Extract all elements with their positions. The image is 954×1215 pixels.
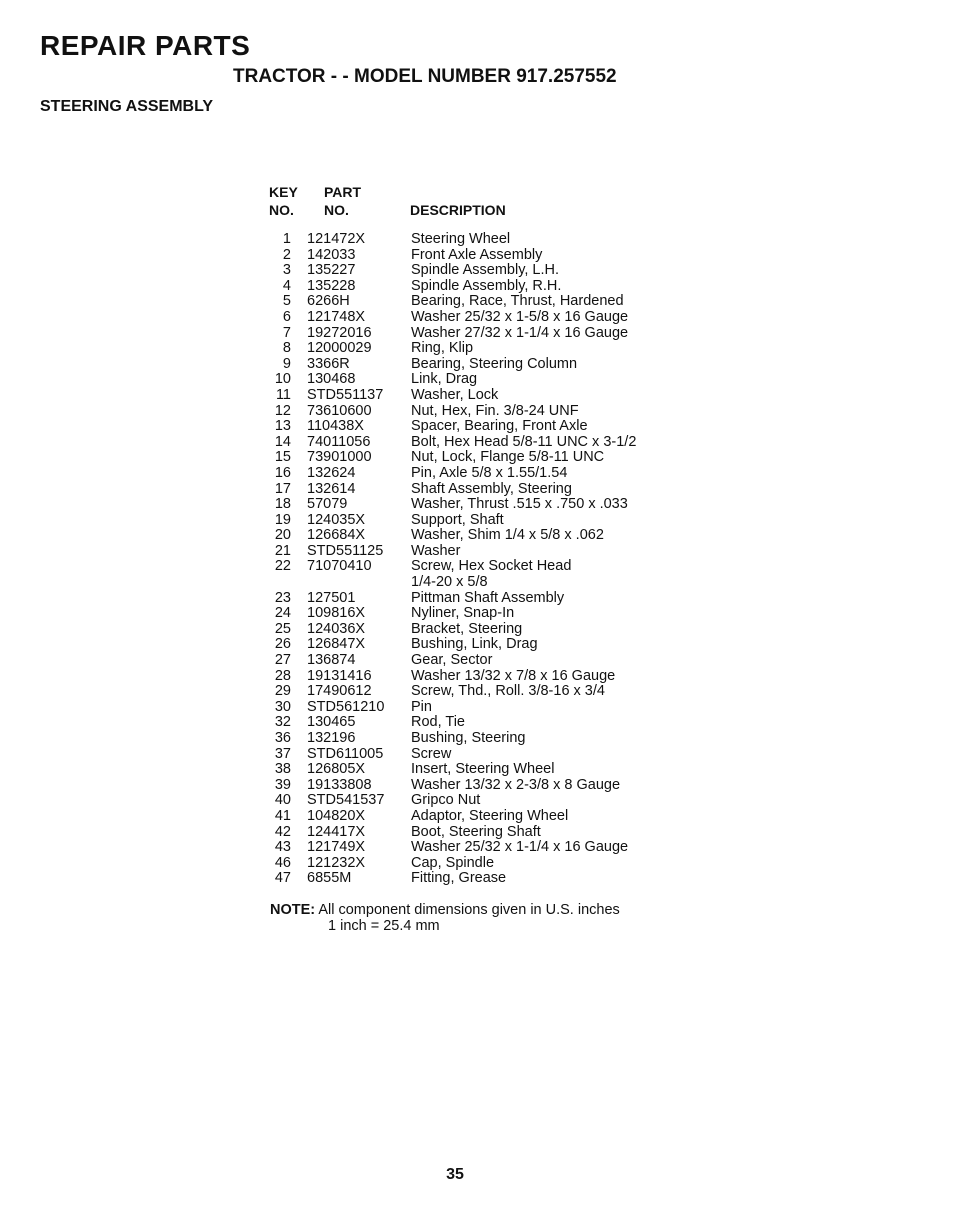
description-line: Insert, Steering Wheel <box>411 761 555 778</box>
key-number: 26 <box>274 636 291 653</box>
part-description <box>411 294 686 310</box>
key-number: 36 <box>274 730 291 746</box>
header-key-line1: KEY <box>269 184 298 200</box>
table-row <box>266 528 686 544</box>
key-number: 21 <box>274 542 291 559</box>
table-row <box>266 747 686 763</box>
key-number: 38 <box>274 761 291 778</box>
header-part-line2: NO. <box>324 202 349 218</box>
header-part-line1: PART <box>324 184 362 200</box>
key-number: 43 <box>274 839 291 856</box>
part-description <box>411 871 686 887</box>
part-description <box>411 559 686 590</box>
description-line: Gripco Nut <box>411 792 481 809</box>
table-row <box>266 591 686 607</box>
description-line: Screw, Thd., Roll. 3/8-16 x 3/4 <box>411 683 605 700</box>
part-number: 124417X <box>307 823 366 840</box>
part-description <box>411 747 686 763</box>
part-number: 6266H <box>307 293 350 310</box>
page-number: 35 <box>446 1166 464 1183</box>
description-line: Gear, Sector <box>411 652 493 669</box>
key-number: 1 <box>282 231 291 247</box>
table-row <box>266 544 686 560</box>
part-description <box>411 279 686 295</box>
part-description <box>411 310 686 326</box>
part-number: 142033 <box>307 246 356 263</box>
part-description <box>411 684 686 700</box>
part-description <box>411 482 686 498</box>
table-row <box>266 326 686 342</box>
part-description <box>411 715 686 731</box>
description-line: Shaft Assembly, Steering <box>411 480 572 497</box>
part-number: 110438X <box>307 418 364 435</box>
description-line: Link, Drag <box>411 371 478 388</box>
table-row <box>266 341 686 357</box>
key-number: 47 <box>274 870 291 887</box>
part-number: 19133808 <box>307 776 372 793</box>
model-number-title: TRACTOR - - MODEL NUMBER 917.257552 <box>233 66 617 87</box>
key-number: 4 <box>282 277 291 294</box>
table-row <box>266 856 686 872</box>
key-number: 22 <box>274 558 291 575</box>
part-number: 130465 <box>307 714 356 731</box>
description-line: Cap, Spindle <box>411 854 495 871</box>
description-line: Washer 13/32 x 7/8 x 16 Gauge <box>411 667 616 684</box>
part-description <box>411 466 686 482</box>
description-line: Washer <box>411 542 461 559</box>
description-line: Washer 25/32 x 1-5/8 x 16 Gauge <box>411 308 629 325</box>
part-description <box>411 653 686 669</box>
part-number: 126847X <box>307 636 366 653</box>
header-key-line2: NO. <box>269 202 294 218</box>
key-number: 27 <box>274 652 291 669</box>
part-number: 121749X <box>307 839 366 856</box>
part-description <box>411 528 686 544</box>
table-row <box>266 622 686 638</box>
table-row <box>266 669 686 685</box>
part-number: 135227 <box>307 262 356 279</box>
key-number: 23 <box>274 589 291 606</box>
key-number: 29 <box>274 683 291 700</box>
part-description <box>411 637 686 653</box>
part-number: 121472X <box>307 231 366 247</box>
description-line: Pin <box>411 698 432 715</box>
table-row <box>266 232 686 248</box>
description-line: 1/4-20 x 5/8 <box>411 574 488 591</box>
parts-table <box>266 184 686 887</box>
table-row <box>266 310 686 326</box>
description-line: Boot, Steering Shaft <box>411 823 541 840</box>
note <box>270 902 620 934</box>
part-description <box>411 372 686 388</box>
part-description <box>411 497 686 513</box>
table-row <box>266 840 686 856</box>
table-row <box>266 731 686 747</box>
description-line: Bracket, Steering <box>411 620 523 637</box>
note-line1: All component dimensions given in U.S. inches <box>318 902 620 918</box>
key-number: 10 <box>274 371 291 388</box>
key-number: 39 <box>274 776 291 793</box>
part-number: 73901000 <box>307 449 372 466</box>
part-number: 6855M <box>307 870 352 887</box>
note-label: NOTE: <box>270 902 316 918</box>
part-description <box>411 419 686 435</box>
key-number: 9 <box>282 355 291 372</box>
part-number: 74011056 <box>307 433 371 450</box>
part-description <box>411 513 686 529</box>
note-line2: 1 inch = 25.4 mm <box>328 918 440 934</box>
part-number: 124035X <box>307 511 366 528</box>
part-description <box>411 793 686 809</box>
part-number: 57079 <box>307 496 348 513</box>
table-header <box>266 184 686 220</box>
part-number: STD611005 <box>307 745 384 762</box>
part-number: 126805X <box>307 761 366 778</box>
part-description <box>411 622 686 638</box>
description-line: Screw, Hex Socket Head <box>411 558 572 575</box>
part-number: 124036X <box>307 620 366 637</box>
key-number: 28 <box>274 667 291 684</box>
part-number: 19131416 <box>307 667 372 684</box>
part-number: 132196 <box>307 730 356 746</box>
key-number: 41 <box>274 807 291 824</box>
part-description <box>411 248 686 264</box>
table-row <box>266 357 686 373</box>
key-number: 5 <box>282 293 291 310</box>
table-row <box>266 825 686 841</box>
description-line: Rod, Tie <box>411 714 465 731</box>
part-number: 136874 <box>307 652 356 669</box>
part-description <box>411 700 686 716</box>
table-row <box>266 559 686 590</box>
table-row <box>266 263 686 279</box>
description-line: Ring, Klip <box>411 340 474 357</box>
table-row <box>266 778 686 794</box>
table-row <box>266 450 686 466</box>
table-row <box>266 497 686 513</box>
part-number: 19272016 <box>307 324 372 341</box>
part-number: 73610600 <box>307 402 372 419</box>
part-description <box>411 825 686 841</box>
part-number: 121232X <box>307 854 366 871</box>
table-row <box>266 388 686 404</box>
table-row <box>266 435 686 451</box>
part-description <box>411 840 686 856</box>
table-body <box>266 232 686 887</box>
description-line: Steering Wheel <box>411 231 511 247</box>
table-row <box>266 294 686 310</box>
section-title: STEERING ASSEMBLY <box>40 98 214 115</box>
description-line: Nyliner, Snap-In <box>411 605 515 622</box>
key-number: 7 <box>282 324 291 341</box>
key-number: 25 <box>274 620 291 637</box>
part-number: 109816X <box>307 605 366 622</box>
description-line: Washer 27/32 x 1-1/4 x 16 Gauge <box>411 324 629 341</box>
key-number: 42 <box>274 823 291 840</box>
key-number: 12 <box>274 402 291 419</box>
part-description <box>411 404 686 420</box>
table-row <box>266 404 686 420</box>
key-number: 8 <box>282 340 291 357</box>
header-description: DESCRIPTION <box>410 202 506 218</box>
table-row <box>266 372 686 388</box>
part-description <box>411 606 686 622</box>
key-number: 14 <box>274 433 291 450</box>
key-number: 32 <box>274 714 291 731</box>
part-number: 3366R <box>307 355 350 372</box>
part-number: 104820X <box>307 807 366 824</box>
key-number: 30 <box>274 698 291 715</box>
description-line: Spindle Assembly, L.H. <box>411 262 560 279</box>
description-line: Screw <box>411 745 452 762</box>
part-number: STD561210 <box>307 698 385 715</box>
key-number: 18 <box>274 496 291 513</box>
table-row <box>266 279 686 295</box>
part-description <box>411 591 686 607</box>
part-number: 135228 <box>307 277 356 294</box>
description-line: Front Axle Assembly <box>411 246 543 263</box>
repair-parts-title: REPAIR PARTS <box>40 30 251 61</box>
key-number: 16 <box>274 464 291 481</box>
part-description <box>411 341 686 357</box>
key-number: 37 <box>274 745 291 762</box>
key-number: 13 <box>274 418 291 435</box>
page-header <box>40 30 920 115</box>
description-line: Bolt, Hex Head 5/8-11 UNC x 3-1/2 <box>411 433 637 450</box>
description-line: Adaptor, Steering Wheel <box>411 807 569 824</box>
part-description <box>411 856 686 872</box>
key-number: 40 <box>274 792 291 809</box>
description-line: Fitting, Grease <box>411 870 507 887</box>
part-number: 130468 <box>307 371 356 388</box>
part-number: 132624 <box>307 464 356 481</box>
description-line: Washer, Thrust .515 x .750 x .033 <box>411 496 628 513</box>
part-description <box>411 435 686 451</box>
table-row <box>266 653 686 669</box>
description-line: Nut, Hex, Fin. 3/8-24 UNF <box>411 402 579 419</box>
table-row <box>266 700 686 716</box>
part-number: 17490612 <box>307 683 372 700</box>
table-row <box>266 715 686 731</box>
part-number: 127501 <box>307 589 356 606</box>
table-row <box>266 684 686 700</box>
description-line: Washer 25/32 x 1-1/4 x 16 Gauge <box>411 839 629 856</box>
part-number: 132614 <box>307 480 356 497</box>
description-line: Washer, Lock <box>411 386 499 403</box>
description-line: Washer 13/32 x 2-3/8 x 8 Gauge <box>411 776 621 793</box>
part-description <box>411 388 686 404</box>
key-number: 15 <box>274 449 291 466</box>
description-line: Nut, Lock, Flange 5/8-11 UNC <box>411 449 605 466</box>
table-row <box>266 466 686 482</box>
part-number: 126684X <box>307 527 366 544</box>
part-description <box>411 450 686 466</box>
description-line: Spacer, Bearing, Front Axle <box>411 418 588 435</box>
part-description <box>411 357 686 373</box>
part-description <box>411 731 686 747</box>
part-number: 71070410 <box>307 558 372 575</box>
part-number: STD541537 <box>307 792 385 809</box>
table-row <box>266 513 686 529</box>
part-description <box>411 232 686 248</box>
description-line: Pin, Axle 5/8 x 1.55/1.54 <box>411 464 568 481</box>
description-line: Bearing, Race, Thrust, Hardened <box>411 293 624 310</box>
description-line: Pittman Shaft Assembly <box>411 589 565 606</box>
part-number: 121748X <box>307 308 366 325</box>
part-number: STD551125 <box>307 542 384 559</box>
table-row <box>266 606 686 622</box>
table-row <box>266 482 686 498</box>
part-description <box>411 762 686 778</box>
key-number: 17 <box>274 480 291 497</box>
table-row <box>266 248 686 264</box>
table-row <box>266 809 686 825</box>
key-number: 6 <box>282 308 291 325</box>
description-line: Bushing, Link, Drag <box>411 636 538 653</box>
table-row <box>266 637 686 653</box>
part-description <box>411 544 686 560</box>
description-line: Bushing, Steering <box>411 730 526 746</box>
part-description <box>411 263 686 279</box>
description-line: Washer, Shim 1/4 x 5/8 x .062 <box>411 527 604 544</box>
key-number: 19 <box>274 511 291 528</box>
table-row <box>266 419 686 435</box>
key-number: 20 <box>274 527 291 544</box>
key-number: 11 <box>275 386 291 403</box>
table-row <box>266 871 686 887</box>
description-line: Support, Shaft <box>411 511 504 528</box>
part-number: STD551137 <box>307 386 384 403</box>
description-line: Spindle Assembly, R.H. <box>411 277 562 294</box>
table-row <box>266 793 686 809</box>
part-description <box>411 809 686 825</box>
part-description <box>411 669 686 685</box>
part-description <box>411 326 686 342</box>
key-number: 3 <box>282 262 291 279</box>
key-number: 24 <box>274 605 291 622</box>
part-number: 12000029 <box>307 340 372 357</box>
table-row <box>266 762 686 778</box>
key-number: 46 <box>274 854 291 871</box>
part-description <box>411 778 686 794</box>
key-number: 2 <box>282 246 291 263</box>
description-line: Bearing, Steering Column <box>411 355 578 372</box>
